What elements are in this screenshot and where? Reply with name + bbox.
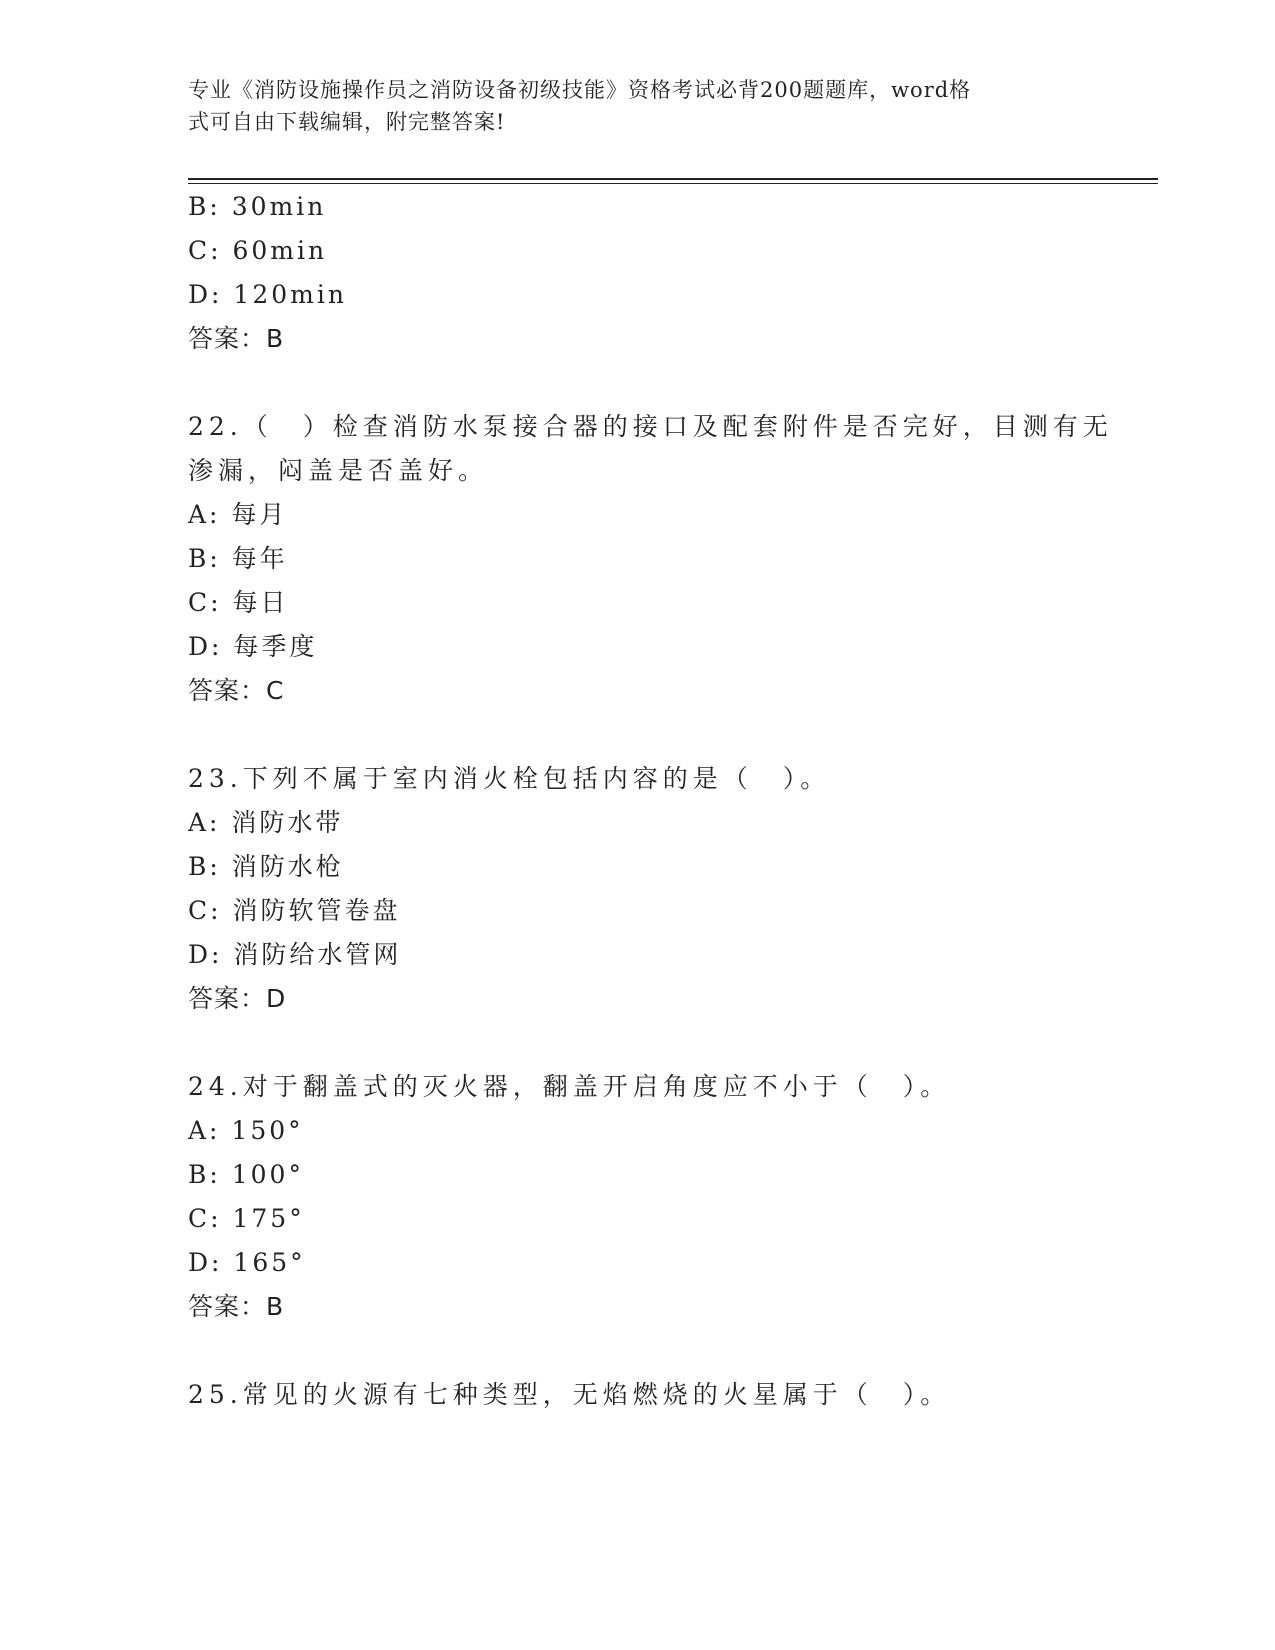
q23-option-b: B: 消防水枪 [188,852,344,881]
q24-option-b: B: 100° [188,1160,304,1189]
q22-answer: 答案：C [188,676,285,705]
q24-answer: 答案：B [188,1292,285,1321]
q22-option-d: D: 每季度 [188,632,318,661]
q23-option-c: C: 消防软管卷盘 [188,896,401,925]
q24-option-a: A: 150° [188,1116,304,1145]
q22-option-b: B: 每年 [188,544,288,573]
header-title-line-2: 式可自由下载编辑，附完整答案! [188,110,506,134]
header-title-line-1: 专业《消防设施操作员之消防设备初级技能》资格考试必背200题题库，word格 [188,78,972,102]
q21-option-b: B: 30min [188,192,327,221]
q22-option-c: C: 每日 [188,588,289,617]
q23-option-a: A: 消防水带 [188,808,344,837]
q24-option-c: C: 175° [188,1204,305,1233]
header-divider [188,178,1158,184]
document-header [188,74,1068,138]
q23-option-d: D: 消防给水管网 [188,940,402,969]
q22-stem-line-1: 22.（ ）检查消防水泵接合器的接口及配套附件是否完好，目测有无 [188,412,1113,441]
q25-stem: 25.常见的火源有七种类型，无焰燃烧的火星属于（ ）。 [188,1380,951,1409]
q23-answer: 答案：D [188,984,287,1013]
q22-stem-line-2: 渗漏，闷盖是否盖好。 [188,456,489,485]
q21-answer: 答案：B [188,324,285,353]
q23-stem: 23.下列不属于室内消火栓包括内容的是（ ）。 [188,764,831,793]
q21-option-c: C: 60min [188,236,328,265]
q22-option-a: A: 每月 [188,500,288,529]
q24-stem: 24.对于翻盖式的灭火器，翻盖开启角度应不小于（ ）。 [188,1072,951,1101]
q21-option-d: D: 120min [188,280,347,309]
q24-option-d: D: 165° [188,1248,306,1277]
